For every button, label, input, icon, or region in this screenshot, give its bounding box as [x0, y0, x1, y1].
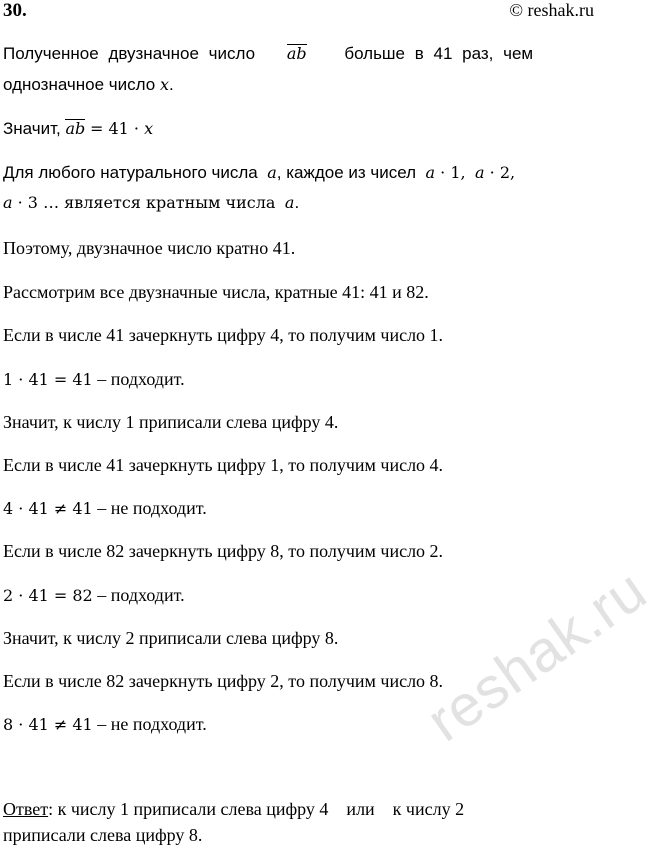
line-8: Если в числе 41 зачеркнуть цифру 4, то получим число 1.: [3, 325, 444, 345]
overline-ab-2: ab: [65, 119, 86, 138]
line-12: 4 · 41 ≠ 41 – не подходит.: [3, 498, 207, 518]
line-17: 8 · 41 ≠ 41 – не подходит.: [3, 714, 207, 734]
line-6: Поэтому, двузначное число кратно 41.: [3, 238, 296, 258]
line-13: Если в числе 82 зачеркнуть цифру 8, то получим число 2.: [3, 541, 444, 561]
line-14: 2 · 41 = 82 – подходит.: [3, 585, 185, 605]
answer-line-1: Ответ: к числу 1 приписали слева цифру 4 или к числу 2: [3, 799, 465, 819]
watermark: reshak.ru: [415, 556, 659, 755]
site-brand: © reshak.ru: [509, 0, 594, 20]
line-10: Значит, к числу 1 приписали слева цифру 4.: [3, 412, 339, 432]
line-15: Значит, к числу 2 приписали слева цифру 8.: [3, 628, 339, 648]
line-9: 1 · 41 = 41 – подходит.: [3, 369, 185, 389]
overline-ab: ab: [286, 44, 307, 63]
line-5: a · 3 … является кратным числа a.: [3, 193, 300, 212]
line-3: Значит, ab = 41 · x: [3, 119, 154, 138]
line-16: Если в числе 82 зачеркнуть цифру 2, то получим число 8.: [3, 671, 444, 691]
problem-number: 30.: [3, 0, 27, 21]
line-11: Если в числе 41 зачеркнуть цифру 1, то получим число 4.: [3, 455, 444, 475]
answer-label: Ответ: [3, 799, 49, 819]
line-2: однозначное число x.: [3, 75, 174, 94]
line-1: Полученное двузначное число ab больше в 41 раз, чем: [3, 44, 534, 63]
line-7: Рассмотрим все двузначные числа, кратные 41: 41 и 82.: [3, 282, 429, 302]
answer-line-2: приписали слева цифру 8.: [3, 825, 203, 845]
line-4: Для любого натурального числа a, каждое из чисел a · 1, a · 2,: [3, 163, 516, 182]
